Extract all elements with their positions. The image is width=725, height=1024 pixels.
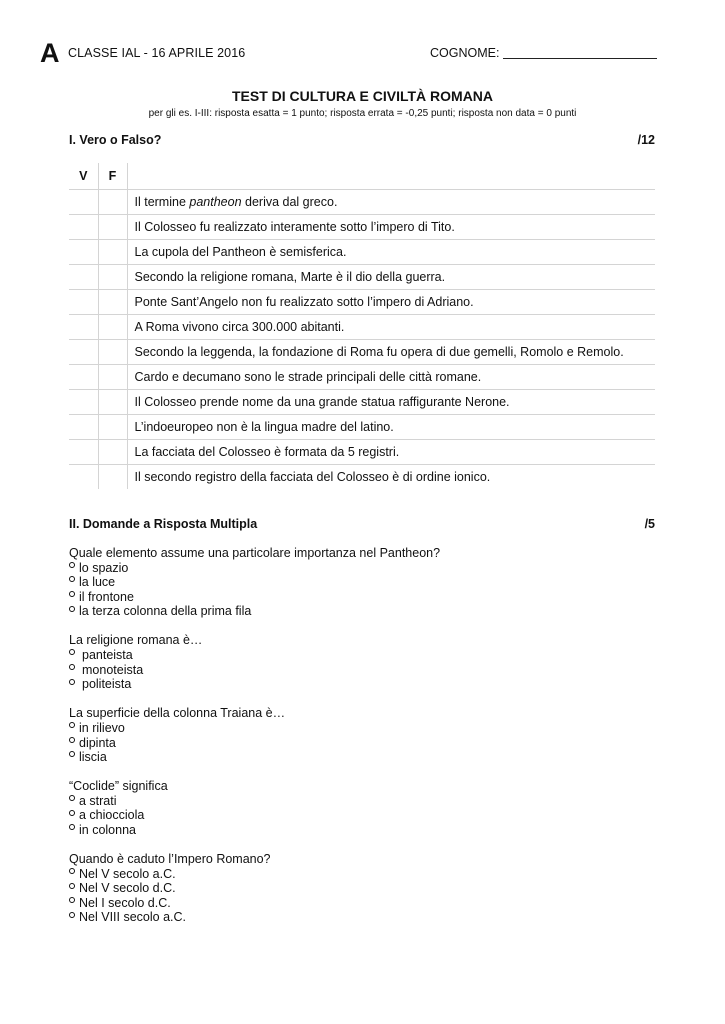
- class-and-date: CLASSE IAL - 16 APRILE 2016: [68, 46, 246, 60]
- true-answer-cell[interactable]: [69, 464, 98, 489]
- section-multiple-choice-heading: [69, 517, 655, 531]
- true-answer-cell[interactable]: [69, 389, 98, 414]
- answer-option-label: panteista: [82, 648, 133, 663]
- answer-option-label: dipinta: [79, 735, 116, 750]
- true-answer-cell[interactable]: [69, 289, 98, 314]
- radio-circle-icon[interactable]: [69, 664, 75, 670]
- page-header: [40, 38, 660, 68]
- false-answer-cell[interactable]: [98, 314, 127, 339]
- statement-text: [127, 314, 655, 339]
- answer-option-label: monoteista: [82, 662, 144, 677]
- statement-text-part: Il Colosseo fu realizzato interamente sotto l’impero di Tito.: [134, 219, 455, 234]
- false-answer-cell[interactable]: [98, 439, 127, 464]
- surname-label: COGNOME:: [430, 46, 500, 60]
- radio-circle-icon[interactable]: [69, 912, 75, 918]
- statement-text-part: Secondo la leggenda, la fondazione di Roma fu opera di due gemelli, Romolo e Remolo.: [134, 344, 624, 359]
- question-text: “Coclide” significa: [69, 779, 168, 794]
- answer-option-label: liscia: [79, 750, 107, 765]
- test-version-letter: A: [40, 38, 60, 68]
- answer-option[interactable]: [69, 867, 655, 882]
- true-answer-cell[interactable]: [69, 439, 98, 464]
- radio-circle-icon[interactable]: [69, 649, 75, 655]
- answer-option[interactable]: [69, 648, 655, 663]
- section-multiple-choice-score: /5: [644, 517, 655, 531]
- answer-option-label: lo spazio: [79, 560, 129, 575]
- column-header-false: F: [98, 163, 127, 189]
- answer-option-label: la luce: [79, 575, 116, 590]
- question-block: [69, 633, 655, 691]
- statement-text: [127, 339, 655, 364]
- answer-option-label: la terza colonna della prima fila: [79, 604, 252, 619]
- section-true-false-title: I. Vero o Falso?: [69, 133, 162, 147]
- false-answer-cell[interactable]: [98, 239, 127, 264]
- statement-text-part: A Roma vivono circa 300.000 abitanti.: [134, 319, 345, 334]
- false-answer-cell[interactable]: [98, 339, 127, 364]
- statement-text-part: Il Colosseo prende nome da una grande statua raffigurante Nerone.: [134, 394, 510, 409]
- answer-option-label: Nel V secolo a.C.: [79, 866, 176, 881]
- statement-text-part: deriva dal greco.: [241, 194, 338, 209]
- true-answer-cell[interactable]: [69, 189, 98, 214]
- table-row: [69, 314, 655, 339]
- table-row: [69, 339, 655, 364]
- false-answer-cell[interactable]: [98, 364, 127, 389]
- test-title: TEST DI CULTURA E CIVILTÀ ROMANA: [231, 88, 494, 104]
- radio-circle-icon[interactable]: [69, 897, 75, 903]
- question-block: [69, 779, 655, 837]
- false-answer-cell[interactable]: [98, 289, 127, 314]
- radio-circle-icon[interactable]: [69, 795, 75, 801]
- answer-option[interactable]: [69, 575, 655, 590]
- true-answer-cell[interactable]: [69, 364, 98, 389]
- statement-text-part: La cupola del Pantheon è semisferica.: [134, 244, 347, 259]
- statement-text: [127, 214, 655, 239]
- answer-option[interactable]: [69, 808, 655, 823]
- section-multiple-choice-title: II. Domande a Risposta Multipla: [69, 517, 258, 531]
- statement-text: [127, 389, 655, 414]
- section-true-false-score: /12: [637, 133, 655, 147]
- question-block: [69, 706, 655, 764]
- multiple-choice-list: [69, 546, 655, 940]
- true-answer-cell[interactable]: [69, 314, 98, 339]
- radio-circle-icon[interactable]: [69, 810, 75, 816]
- answer-option-label: in rilievo: [79, 720, 125, 735]
- answer-option-label: a strati: [79, 793, 117, 808]
- answer-option[interactable]: [69, 794, 655, 809]
- table-row: [69, 464, 655, 489]
- answer-option[interactable]: [69, 896, 655, 911]
- statement-text: [127, 439, 655, 464]
- table-row: [69, 239, 655, 264]
- false-answer-cell[interactable]: [98, 389, 127, 414]
- statement-text: [127, 364, 655, 389]
- true-answer-cell[interactable]: [69, 239, 98, 264]
- question-text: Quale elemento assume una particolare importanza nel Pantheon?: [69, 546, 441, 560]
- radio-circle-icon[interactable]: [69, 824, 75, 830]
- answer-option[interactable]: [69, 561, 655, 576]
- true-false-table: [69, 163, 655, 489]
- statement-text: [127, 289, 655, 314]
- answer-option[interactable]: [69, 590, 655, 605]
- false-answer-cell[interactable]: [98, 464, 127, 489]
- true-answer-cell[interactable]: [69, 214, 98, 239]
- statement-text-part: La facciata del Colosseo è formata da 5 registri.: [134, 444, 400, 459]
- answer-option[interactable]: [69, 721, 655, 736]
- answer-option[interactable]: [69, 677, 655, 692]
- radio-circle-icon[interactable]: [69, 722, 75, 728]
- table-row: [69, 189, 655, 214]
- answer-option-label: Nel V secolo d.C.: [79, 881, 176, 896]
- question-text: La superficie della colonna Traiana è…: [69, 706, 286, 721]
- answer-option-label: in colonna: [79, 823, 136, 837]
- statement-text-part: Il termine: [134, 194, 190, 209]
- table-row: [69, 264, 655, 289]
- radio-circle-icon[interactable]: [69, 883, 75, 889]
- table-header-row: [69, 163, 655, 189]
- radio-circle-icon[interactable]: [69, 737, 75, 743]
- answer-option[interactable]: [69, 823, 655, 838]
- false-answer-cell[interactable]: [98, 414, 127, 439]
- statement-text-part: L’indoeuropeo non è la lingua madre del latino.: [134, 419, 394, 434]
- statement-text: [127, 239, 655, 264]
- answer-option[interactable]: [69, 604, 655, 619]
- true-answer-cell[interactable]: [69, 414, 98, 439]
- table-row: [69, 289, 655, 314]
- statement-text-part: Secondo la religione romana, Marte è il dio della guerra.: [134, 269, 446, 284]
- table-row: [69, 414, 655, 439]
- answer-option[interactable]: [69, 881, 655, 896]
- answer-option[interactable]: [69, 663, 655, 678]
- answer-option-label: a chiocciola: [79, 808, 145, 823]
- radio-circle-icon[interactable]: [69, 562, 75, 568]
- statement-text: [127, 414, 655, 439]
- statement-text-part: Cardo e decumano sono le strade principali delle città romane.: [134, 369, 482, 384]
- true-answer-cell[interactable]: [69, 264, 98, 289]
- question-text: Quando è caduto l’Impero Romano?: [69, 852, 271, 867]
- radio-circle-icon[interactable]: [69, 751, 75, 757]
- statement-text-part: Il secondo registro della facciata del Colosseo è di ordine ionico.: [134, 469, 491, 484]
- radio-circle-icon[interactable]: [69, 679, 75, 685]
- table-row: [69, 439, 655, 464]
- false-answer-cell[interactable]: [98, 214, 127, 239]
- statement-text: [127, 189, 655, 214]
- statement-italic-term: pantheon: [189, 194, 242, 209]
- question-block: [69, 546, 655, 619]
- table-row: [69, 364, 655, 389]
- statement-text-part: Ponte Sant’Angelo non fu realizzato sotto l’impero di Adriano.: [134, 294, 474, 309]
- answer-option-label: politeista: [82, 677, 132, 692]
- table-row: [69, 389, 655, 414]
- answer-option-label: Nel VIII secolo a.C.: [79, 910, 186, 925]
- answer-option[interactable]: [69, 736, 655, 751]
- radio-circle-icon[interactable]: [69, 576, 75, 582]
- radio-circle-icon[interactable]: [69, 606, 75, 612]
- scoring-rules: per gli es. I-III: risposta esatta = 1 punto; risposta errata = -0,25 punti; risposta non data = 0 punti: [148, 108, 577, 119]
- table-row: [69, 214, 655, 239]
- statement-text: [127, 464, 655, 489]
- question-block: [69, 852, 655, 925]
- radio-circle-icon[interactable]: [69, 591, 75, 597]
- answer-option-label: Nel I secolo d.C.: [79, 895, 171, 910]
- answer-option[interactable]: [69, 910, 655, 925]
- statement-text: [127, 264, 655, 289]
- true-answer-cell[interactable]: [69, 339, 98, 364]
- answer-option-label: il frontone: [79, 589, 134, 604]
- surname-blank-line[interactable]: [503, 58, 657, 59]
- false-answer-cell[interactable]: [98, 189, 127, 214]
- column-header-statement: [127, 163, 655, 189]
- question-text: La religione romana è…: [69, 633, 203, 648]
- section-true-false-heading: [69, 133, 655, 147]
- false-answer-cell[interactable]: [98, 264, 127, 289]
- answer-option[interactable]: [69, 750, 655, 765]
- column-header-true: V: [69, 163, 98, 189]
- radio-circle-icon[interactable]: [69, 868, 75, 874]
